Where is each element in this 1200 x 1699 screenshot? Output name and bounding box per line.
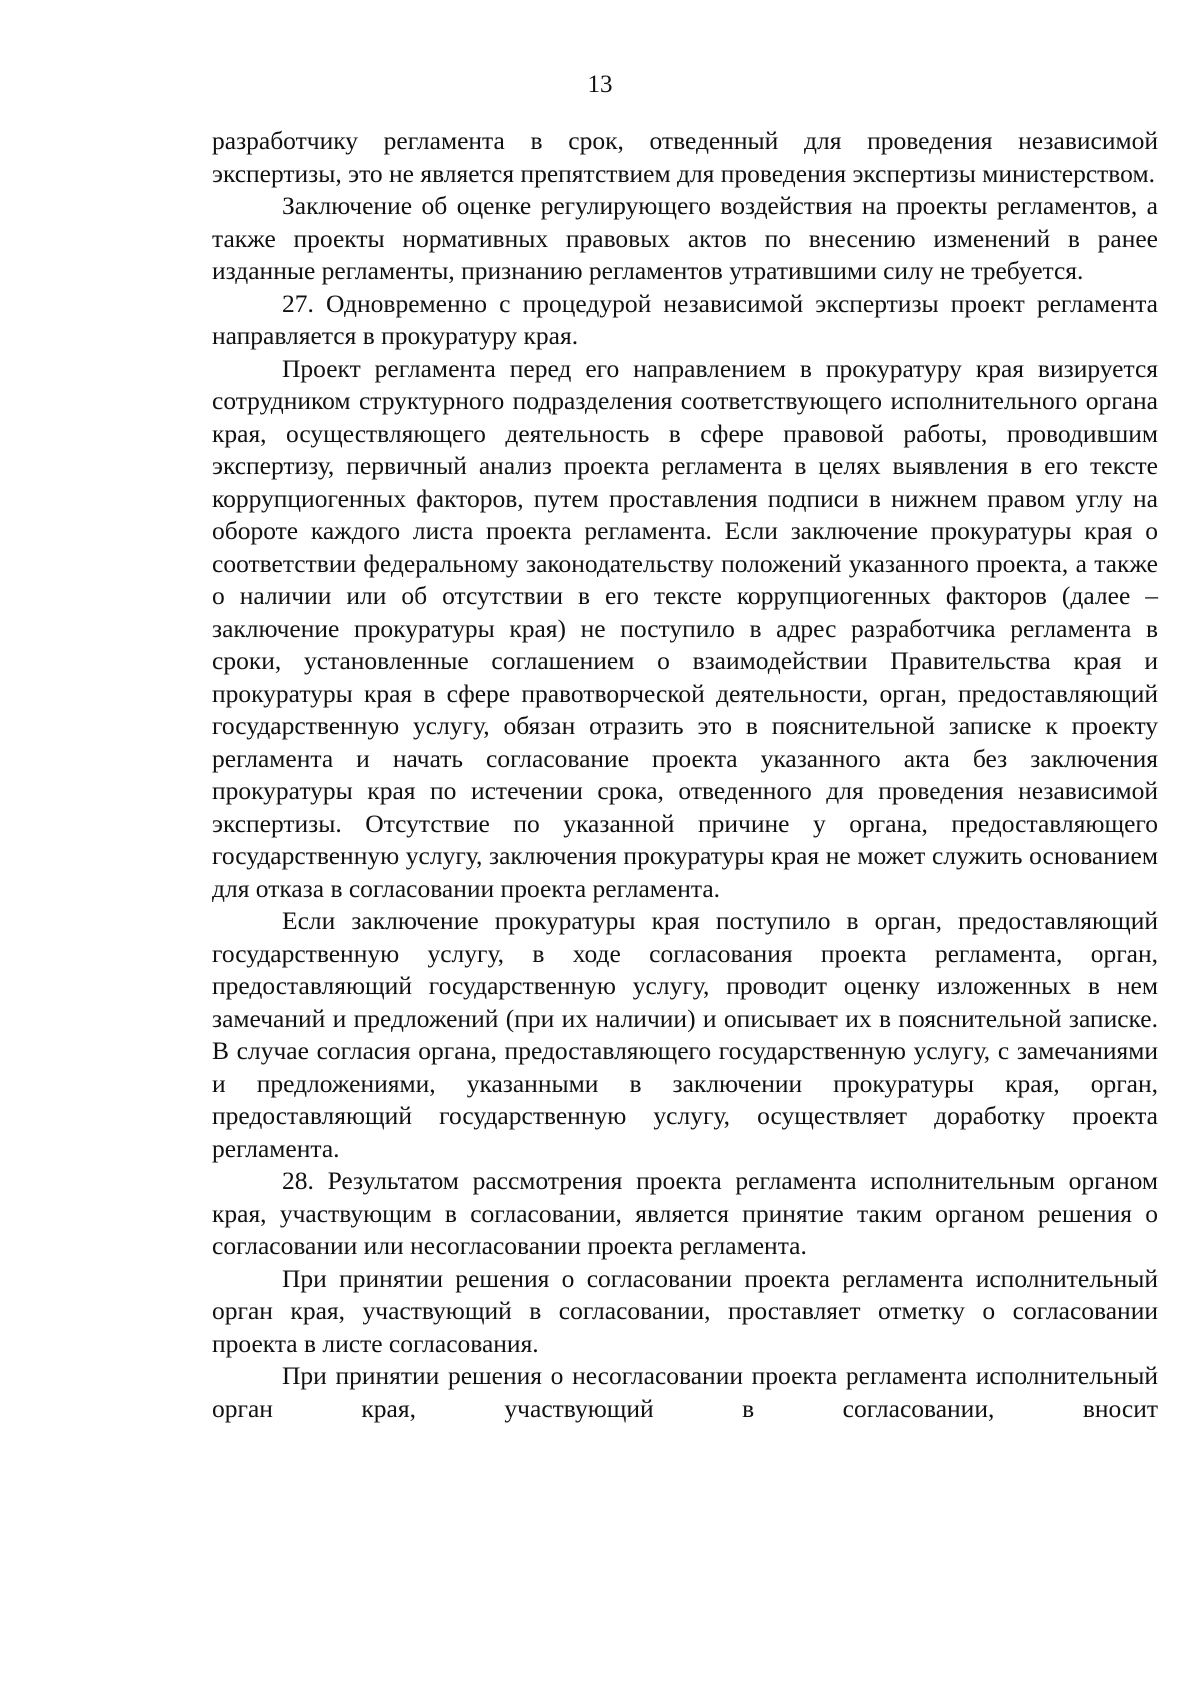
document-body [212, 125, 1158, 1425]
paragraph-item-27: 27. Одновременно с процедурой независимой экспертизы проект регламента направляется в прокуратуру края. [212, 288, 1158, 350]
paragraph-approval: При принятии решения о согласовании проекта регламента исполнительный орган края, участвующий в согласовании, проставляет отметку о согласовании проекта в листе согласования. [212, 1263, 1158, 1358]
page-number: 13 [587, 71, 613, 98]
paragraph-prosecutor-review: Проект регламента перед его направлением в прокуратуру края визируется сотрудником структурного подразделения соответствующего исполнительного органа края, осуществляющего деятельность в сфере правовой работы, проводившим экспертизу, первичный анализ проекта регламента в целях выявления в его тексте коррупциогенных факторов, путем проставления подписи в нижнем правом углу на обороте каждого листа проекта регламента. Если заключение прокуратуры края о соответствии федеральному законодательству положений указанного проекта, а также о наличии или об отсутствии в его тексте коррупциогенных факторов (далее – заключение прокуратуры края) не поступило в адрес разработчика регламента в сроки, установленные соглашением о взаимодействии Правительства края и прокуратуры края в сфере правотворческой деятельности, орган, предоставляющий государственную услугу, обязан отразить это в пояснительной записке к проекту регламента и начать согласование проекта указанного акта без заключения прокуратуры края по истечении срока, отведенного для проведения независимой экспертизы. Отсутствие по указанной причине у органа, предоставляющего государственную услугу, заключения прокуратуры края не может служить основанием для отказа в согласовании проекта регламента. [212, 353, 1158, 903]
paragraph-regulatory-impact: Заключение об оценке регулирующего воздействия на проекты регламентов, а также проекты нормативных правовых актов по внесению изменений в ранее изданные регламенты, признанию регламентов утратившими силу не требуется. [212, 191, 1158, 285]
paragraph-prosecutor-conclusion: Если заключение прокуратуры края поступило в орган, предоставляющий государственную услугу, в ходе согласования проекта регламента, орган, предоставляющий государственную услугу, проводит оценку изложенных в нем замечаний и предложений (при их наличии) и описывает их в пояснительной записке. В случае согласия органа, предоставляющего государственную услугу, с замечаниями и предложениями, указанными в заключении прокуратуры края, орган, предоставляющий государственную услугу, осуществляет доработку проекта регламента. [212, 906, 1158, 1163]
paragraph-continuation: разработчику регламента в срок, отведенный для проведения независимой экспертизы, это не является препятствием для проведения экспертизы министерством. [212, 126, 1158, 188]
paragraph-disapproval: При принятии решения о несогласовании проекта регламента исполнительный орган края, участвующий в согласовании, вносит [212, 1361, 1158, 1423]
paragraph-item-28: 28. Результатом рассмотрения проекта регламента исполнительным органом края, участвующим в согласовании, является принятие таким органом решения о согласовании или несогласовании проекта регламента. [212, 1166, 1158, 1260]
